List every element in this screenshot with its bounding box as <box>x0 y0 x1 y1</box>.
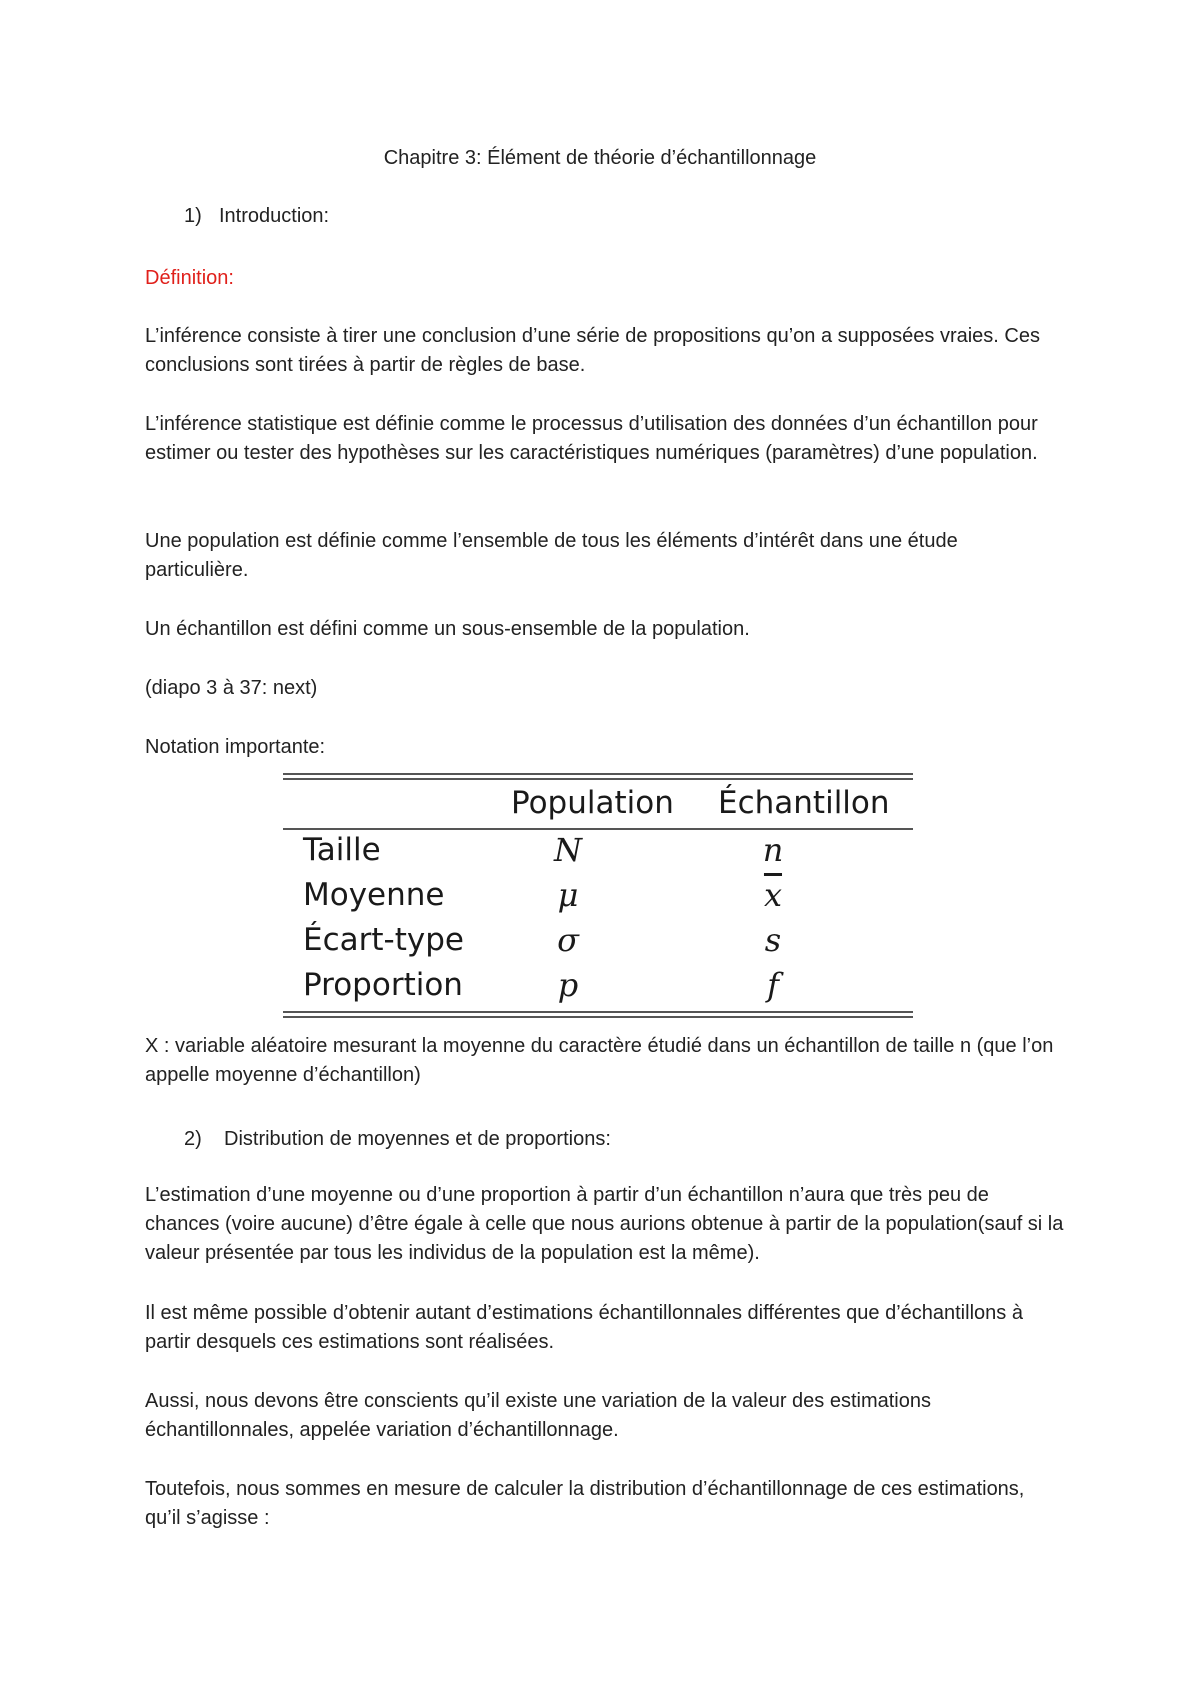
cell-population-proportion: p <box>557 966 579 1004</box>
table-top-rule-double <box>283 778 913 780</box>
section-2-number: 2) <box>184 1128 202 1150</box>
definition-label: Définition: <box>145 267 234 289</box>
row-label-moyenne: Moyenne <box>303 877 445 913</box>
paragraph-diapo-note: (diapo 3 à 37: next) <box>145 677 318 699</box>
notation-table <box>283 773 913 1021</box>
table-top-rule <box>283 773 913 775</box>
cell-population-ecart-type: σ <box>557 921 579 959</box>
page-title: Chapitre 3: Élément de théorie d’échantillonnage <box>383 147 817 169</box>
table-bottom-rule-double <box>283 1016 913 1018</box>
paragraph-variation: Aussi, nous devons être conscients qu’il existe une variation de la valeur des estimations échantillonnales, appelée variation d’échantillonnage. <box>145 1390 931 1441</box>
section-1-number: 1) <box>184 205 202 227</box>
cell-population-taille: N <box>554 831 582 869</box>
row-label-taille: Taille <box>303 832 381 868</box>
cell-sample-moyenne: $\overline{x}$ <box>763 876 783 914</box>
row-label-proportion: Proportion <box>303 967 463 1003</box>
paragraph-population: Une population est définie comme l’ensemble de tous les éléments d’intérêt dans une étude particulière. <box>145 530 958 581</box>
paragraph-distribution: Toutefois, nous sommes en mesure de calculer la distribution d’échantillonnage de ces estimations, qu’il s’agisse : <box>145 1478 1025 1529</box>
paragraph-inference: L’inférence consiste à tirer une conclusion d’une série de propositions qu’on a supposées vraies. Ces conclusions sont tirées à partir de règles de base. <box>145 325 1040 376</box>
cell-population-moyenne: μ <box>557 876 579 914</box>
section-2-title: Distribution de moyennes et de proportions: <box>224 1128 611 1150</box>
section-1-title: Introduction: <box>219 205 330 227</box>
paragraph-variable-x: X : variable aléatoire mesurant la moyenne du caractère étudié dans un échantillon de taille n (que l’on appelle moyenne d’échantillon) <box>145 1035 1054 1086</box>
cell-sample-proportion: f <box>767 966 779 1004</box>
paragraph-sample: Un échantillon est défini comme un sous-ensemble de la population. <box>145 618 750 640</box>
paragraph-notation: Notation importante: <box>145 736 326 758</box>
table-header-rule <box>283 828 913 830</box>
table-bottom-rule <box>283 1011 913 1013</box>
header-echantillon: Échantillon <box>718 785 890 821</box>
paragraph-statistical-inference: L’inférence statistique est définie comme le processus d’utilisation des données d’un échantillon pour estimer ou tester des hypothèses sur les caractéristiques numériques (paramètres) d’une population. <box>145 413 1038 464</box>
cell-sample-taille: n <box>762 831 784 869</box>
cell-sample-ecart-type: s <box>764 921 782 959</box>
header-population: Population <box>511 785 674 821</box>
paragraph-estimation: L’estimation d’une moyenne ou d’une proportion à partir d’un échantillon n’aura que très peu de chances (voire aucune) d’être égale à celle que nous aurions obtenue à partir de la population(sauf si la valeur présentée par tous les individus de la population est la même). <box>145 1184 1064 1264</box>
paragraph-estimations-differentes: Il est même possible d’obtenir autant d’estimations échantillonnales différentes que d’échantillons à partir desquels ces estimations sont réalisées. <box>145 1302 1023 1353</box>
row-label-ecart-type: Écart-type <box>303 922 464 958</box>
